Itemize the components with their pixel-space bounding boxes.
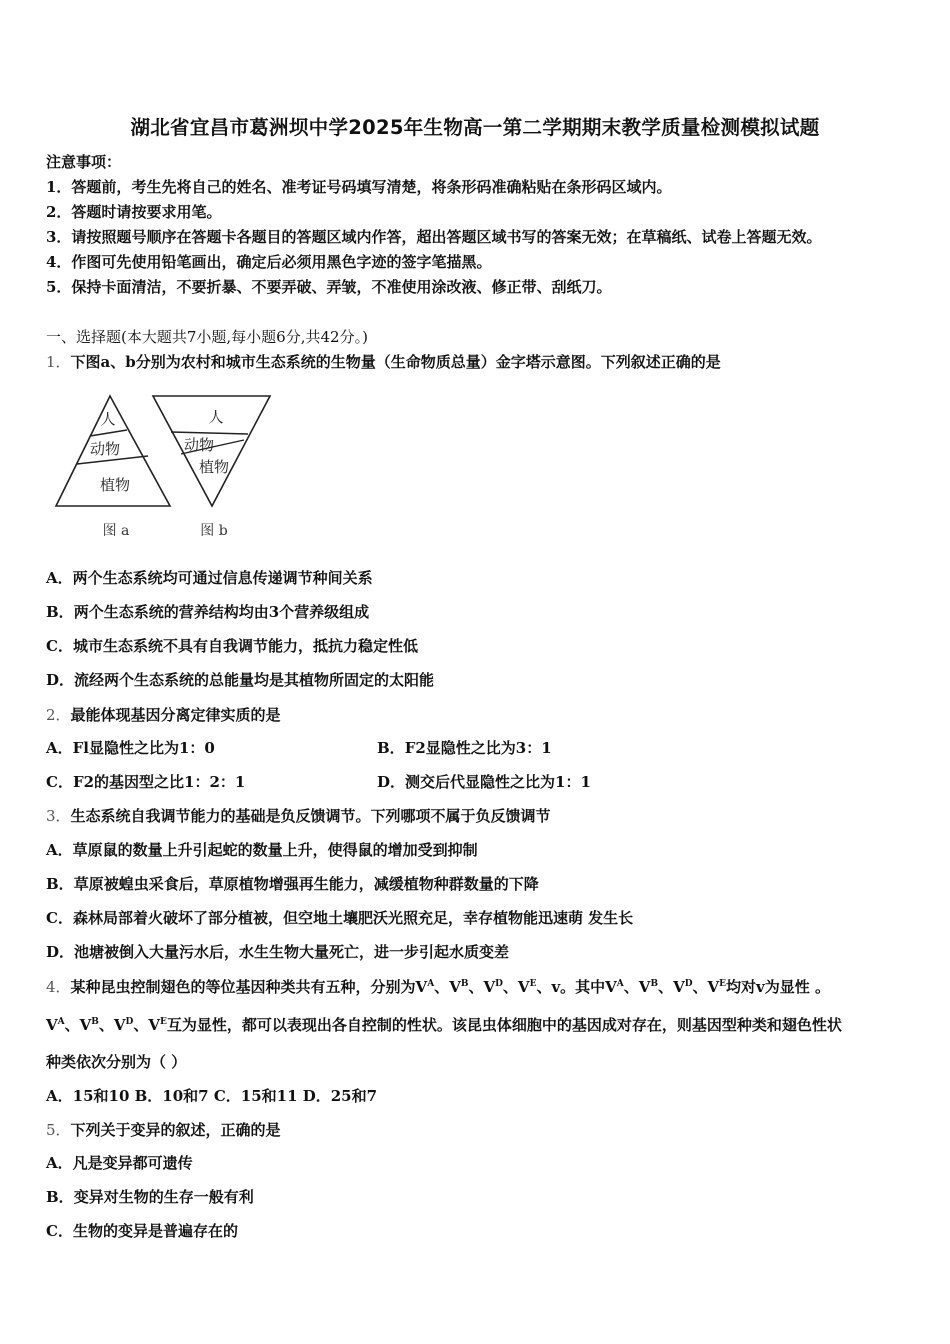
option-label: D． <box>46 671 75 689</box>
option-text: 生物的变异是普遍存在的 <box>72 1222 238 1240</box>
pyramid-a-caption: 图 a <box>102 523 130 539</box>
q4-options: A．15和10 B．10和7 C．15和11 D．25和7 <box>46 1087 378 1105</box>
q1-option-d <box>46 669 434 691</box>
option-label: B． <box>46 875 74 893</box>
q3-option-c <box>46 907 633 929</box>
notice-item-1: 1．答题前，考生先将自己的姓名、准考证号码填写清楚，将条形码准确粘贴在条形码区域内。 <box>46 178 672 196</box>
question-2-stem <box>46 704 281 726</box>
question-number: 1． <box>46 353 71 371</box>
notice-item-3: 3．请按照题号顺序在答题卡各题目的答题区域内作答，超出答题区域书写的答案无效；在草稿纸、试卷上答题无效。 <box>46 228 822 246</box>
pyramid-b-top-label: 人 <box>208 408 224 426</box>
option-text: 两个生态系统均可通过信息传递调节种间关系 <box>72 569 373 587</box>
pyramid-a-top-label: 人 <box>100 410 116 428</box>
question-text: 下列关于变异的叙述，正确的是 <box>70 1121 281 1139</box>
question-number: 3． <box>46 807 71 825</box>
option-text: 草原被蝗虫采食后，草原植物增强再生能力，减缓植物种群数量的下降 <box>73 875 539 893</box>
option-label: A． <box>46 569 73 587</box>
option-label: A． <box>46 841 73 859</box>
option-label: C． <box>46 637 73 655</box>
question-3-stem <box>46 805 551 827</box>
option-label: C． <box>46 773 73 791</box>
option-text: 森林局部着火破坏了部分植被，但空地土壤肥沃光照充足，幸存植物能迅速萌 发生长 <box>72 909 634 927</box>
q1-option-c <box>46 635 418 657</box>
option-label: C． <box>46 1222 73 1240</box>
option-text: 城市生态系统不具有自我调节能力，抵抗力稳定性低 <box>72 637 418 655</box>
option-text: 池塘被倒入大量污水后，水生生物大量死亡，进一步引起水质变差 <box>74 943 510 961</box>
q2-option-a <box>46 737 215 759</box>
question-text: 生态系统自我调节能力的基础是负反馈调节。下列哪项不属于负反馈调节 <box>70 807 551 825</box>
question-text: 某种昆虫控制翅色的等位基因种类共有五种，分别为$V^A$、$V^B$、$V^D$、$V^E$、v。其中$V^A$、$V^B$、$V^D$、$V^E$均对v为显性 。 <box>70 978 830 996</box>
option-text: 流经两个生态系统的总能量均是其植物所固定的太阳能 <box>74 671 435 689</box>
pyramid-b-caption: 图 b <box>200 523 228 539</box>
q5-option-a <box>46 1152 193 1174</box>
biomass-pyramid-figure <box>48 392 278 542</box>
pyramid-b-bottom-label: 植物 <box>198 458 230 476</box>
pyramid-a-bottom-label: 植物 <box>99 476 131 494</box>
q1-option-b <box>46 601 369 623</box>
question-4-stem-line-1 <box>46 976 830 998</box>
question-4-stem-line-2: $V^A$、$V^B$、$V^D$、$V^E$互为显性，都可以表现出各自控制的性状。该昆虫体细胞中的基因成对存在，则基因型种类和翅色性状 <box>46 1016 842 1034</box>
q2-option-c <box>46 771 245 793</box>
option-text: 凡是变异都可遗传 <box>72 1154 193 1172</box>
option-label: B． <box>46 1188 74 1206</box>
option-text: Fl显隐性之比为1：0 <box>72 739 215 757</box>
option-text: F2的基因型之比1：2：1 <box>72 773 246 791</box>
question-number: 4． <box>46 978 71 996</box>
option-label: A． <box>46 1154 73 1172</box>
question-5-stem <box>46 1119 281 1141</box>
question-text: 下图a、b分别为农村和城市生态系统的生物量（生命物质总量）金字塔示意图。下列叙述正确的是 <box>70 353 721 371</box>
question-number: 2． <box>46 706 71 724</box>
pyramid-b-mid-label: 动物 <box>183 436 215 454</box>
option-label: C． <box>46 909 73 927</box>
q2-option-d <box>377 771 591 793</box>
option-text: 草原鼠的数量上升引起蛇的数量上升，使得鼠的增加受到抑制 <box>72 841 478 859</box>
option-text: 两个生态系统的营养结构均由3个营养级组成 <box>73 603 370 621</box>
q3-option-d <box>46 941 509 963</box>
question-4-stem-line-3: 种类依次分别为（ ） <box>46 1053 187 1071</box>
option-label: B． <box>46 603 74 621</box>
notice-item-5: 5．保持卡面清洁，不要折暴、不要弄破、弄皱，不准使用涂改液、修正带、刮纸刀。 <box>46 278 612 296</box>
option-text: F2显隐性之比为3：1 <box>404 739 552 757</box>
pyramid-a <box>56 396 170 539</box>
option-label: D． <box>46 943 75 961</box>
question-text: 最能体现基因分离定律实质的是 <box>70 706 281 724</box>
pyramid-a-divider-top <box>90 430 127 436</box>
q2-option-b <box>377 737 552 759</box>
notice-item-2: 2．答题时请按要求用笔。 <box>46 203 222 221</box>
option-text: 变异对生物的生存一般有利 <box>73 1188 254 1206</box>
pyramid-b <box>153 396 270 539</box>
q5-option-c <box>46 1220 238 1242</box>
q5-option-b <box>46 1186 254 1208</box>
option-text: 测交后代显隐性之比为1：1 <box>405 773 591 791</box>
section-heading: 一、选择题(本大题共7小题,每小题6分,共42分。) <box>46 328 368 346</box>
question-1-stem <box>46 351 721 373</box>
q1-option-a <box>46 567 373 589</box>
q3-option-b <box>46 873 539 895</box>
pyramid-b-divider-top <box>171 432 248 434</box>
exam-title: 湖北省宜昌市葛洲坝中学2025年生物高一第二学期期末教学质量检测模拟试题 <box>130 116 820 139</box>
option-label: A． <box>46 739 73 757</box>
question-number: 5． <box>46 1121 71 1139</box>
notice-heading: 注意事项： <box>46 153 122 171</box>
pyramid-a-mid-label: 动物 <box>89 440 121 458</box>
option-label: B． <box>377 739 405 757</box>
q3-option-a <box>46 839 478 861</box>
option-label: D． <box>377 773 406 791</box>
notice-item-4: 4．作图可先使用铅笔画出，确定后必须用黑色字迹的签字笔描黑。 <box>46 253 492 271</box>
